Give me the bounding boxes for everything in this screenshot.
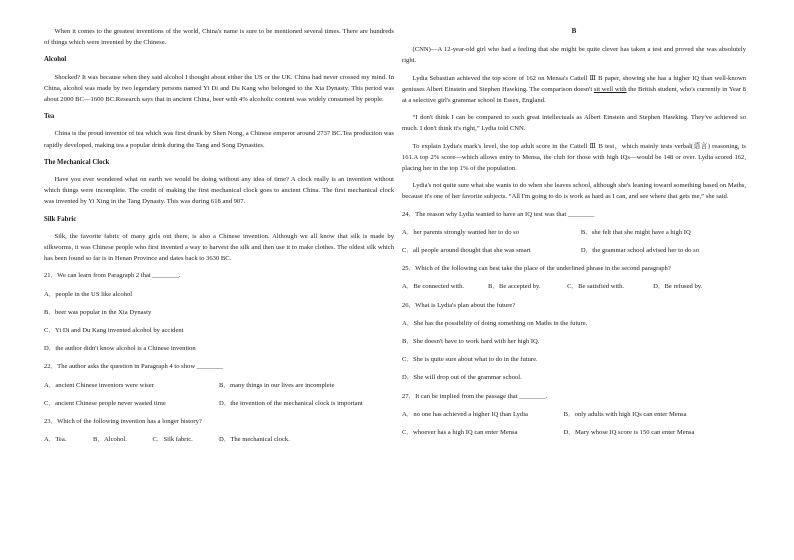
heading-alcohol: Alcohol [44,56,67,64]
question-26-option-a: A．She has the possibility of doing something on Maths in the future. [402,319,588,327]
paragraph-alcohol: Shocked? It was because when they said alcohol I thought about either the US or the UK. China had never crossed my mind. In China, alcohol was made by two legendary persons named Yi Di and Du Kang who belonged to the Xia Dynasty. This period was about 2000 BC—1600 BC.Research says that in ancient China, beer with 4% alcoholic content was widely consumed by people. [44,73,394,104]
question-26-option-d: D．She will drop out of the grammar school. [402,374,522,382]
question-23-option-d: D．The mechanical clock. [219,436,290,444]
right-column [402,26,746,445]
question-22-option-b: B．many things in our lives are incomplete [219,381,335,389]
passage-b-paragraph-1: (CNN)—A 12-year-old girl who had a feeling that she might be quite clever has taken a test and proved she was absolutely right. [402,46,746,65]
question-25-option-d: D．Be refused by. [653,283,703,291]
question-22-options-row-1 [44,380,394,391]
question-24-option-b: B．she felt that she might have a high IQ [580,228,691,236]
question-23-option-a: A．Tea. [44,436,67,444]
question-23-options [44,434,394,445]
paragraph-silk: Silk, the favorite fabric of many girls out there, is also a Chinese invention. Although we all know that silk is made by silkworms, it was Chinese people who first invented a way to harvest the silk and then use it to make clothes. The oldest silk which has been found so far is in Henan Province and dates back to 3630 BC. [44,232,394,263]
question-27-option-d: D．Mary whose IQ score is 150 can enter Mensa [563,429,695,437]
question-24-option-c: C．all people around thought that she was smart [402,247,531,255]
question-26: 26．What is Lydia's plan about the future? [402,301,516,309]
question-25-option-b: B．Be accepted by. [488,283,541,291]
heading-silk-fabric: Silk Fabric [44,215,77,223]
paragraph-tea: China is the proud inventor of tea which was first drunk by Shen Nong, a Chinese emperor around 2737 BC.Tea production was rapidly developed, making tea a popular drink during the Tang and Song Dynasties. [44,130,394,149]
question-27-options-row-2 [402,427,746,438]
question-26-option-b: B．She doesn't have to work hard with her high IQ. [402,338,540,346]
paragraph-2-text-end: the British student, who's currently in Year 8 at a selective girl's grammar school in Essex, England. [402,85,746,105]
passage-b-paragraph-4: To explain Lydia's mark's level, the top adult score in the Cattell Ⅲ B test，which mainly tests verbal(语言) reasoning, is 161.A top 2% score—which allows entry to Mensa, the club for those with high IQs—would be 148 or over. Lydia scored 162, placing her in the top 1% of the population. [402,142,746,173]
question-22-option-c: C．ancient Chinese people never wasted time [44,399,166,407]
question-22-option-a: A．ancient Chinese inventors were wiser [44,381,154,389]
left-column [44,26,394,452]
question-27-option-b: B．only adults with high IQs can enter Mensa [563,410,687,418]
question-23: 23．Which of the following invention has a longer history? [44,418,202,426]
passage-b-paragraph-3: “I don't think I can be compared to such great intellectuals as Albert Einstein and Stephen Hawking. They've achieved so much. I don't think it's right,” Lydia told CNN. [402,114,746,133]
question-25-options [402,281,746,292]
question-22: 22．The author asks the question in Paragraph 4 to show ________ [44,363,224,371]
question-22-options-row-2 [44,398,394,409]
passage-b-paragraph-5: Lydia's not quite sure what she wants to do when she leaves school, although she's leaning toward something based on Maths, because it's one of her favorite subjects. “All I'm going to do is work as hard as I can, and see where that gets me,” she said. [402,182,746,201]
question-24-options-row-1 [402,227,746,238]
question-24-option-d: D．the grammar school advised her to do so [580,247,699,255]
paragraph-2-text-start: Lydia Sebastian achieved the top score of 162 on Mensa's Cattell Ⅲ B paper, showing she has a higher IQ than well-known geniuses Albert Einstein and Stephen Hawking. The comparison doesn't [402,74,746,93]
underlined-phrase: sit well with [593,85,627,93]
question-25-option-c: C．Be satisfied with. [567,283,625,291]
question-26-option-c: C．She is quite sure about what to do in the future. [402,356,538,364]
question-21-option-b: B．beer was popular in the Xia Dynasty [44,308,152,316]
question-27-option-c: C．whoever has a high IQ can enter Mensa [402,429,518,437]
question-27-option-a: A．no one has achieved a higher IQ than Lydia [402,410,528,418]
question-21: 21．We can learn from Paragraph 2 that ________. [44,272,181,280]
question-27: 27．It can be implied from the passage that ________. [402,392,548,400]
question-24-options-row-2 [402,245,746,256]
heading-tea: Tea [44,113,55,121]
question-21-option-a: A．people in the US like alcohol [44,290,133,298]
question-25: 25．Which of the following can best take the place of the underlined phrase in the second paragraph? [402,265,671,273]
question-24: 24．The reason why Lydia wanted to have an IQ test was that ________ [402,210,595,218]
heading-mechanical-clock: The Mechanical Clock [44,158,110,166]
question-21-option-d: D．the author didn't know alcohol is a Chinese invention [44,345,196,353]
intro-paragraph: When it comes to the greatest inventions of the world, China's name is sure to be mentioned several times. There are hundreds of things which were invented by the Chinese. [44,28,394,47]
question-24-option-a: A．her parents strongly wanted her to do so [402,228,520,236]
question-22-option-d: D．the invention of the mechanical clock is important [219,399,363,407]
question-23-option-b: B．Alcohol. [93,436,127,444]
question-25-option-a: A．Be connected with. [402,283,465,291]
paragraph-clock: Have you ever wondered what on earth we would be doing without any idea of time? A clock really is an invention without which things were incomplete. The credit of making the first mechanical clock goes to ancient China. The first mechanical clock was invented by Yi Xing in the Tang Dynasty. This was during 618 and 907. [44,176,394,206]
question-21-option-c: C．Yi Di and Du Kang invented alcohol by accident [44,327,184,335]
passage-b-paragraph-2 [402,73,746,107]
question-27-options-row-1 [402,409,746,420]
question-23-option-c: C．Silk fabric. [152,436,193,444]
passage-b-title: B [571,27,577,35]
